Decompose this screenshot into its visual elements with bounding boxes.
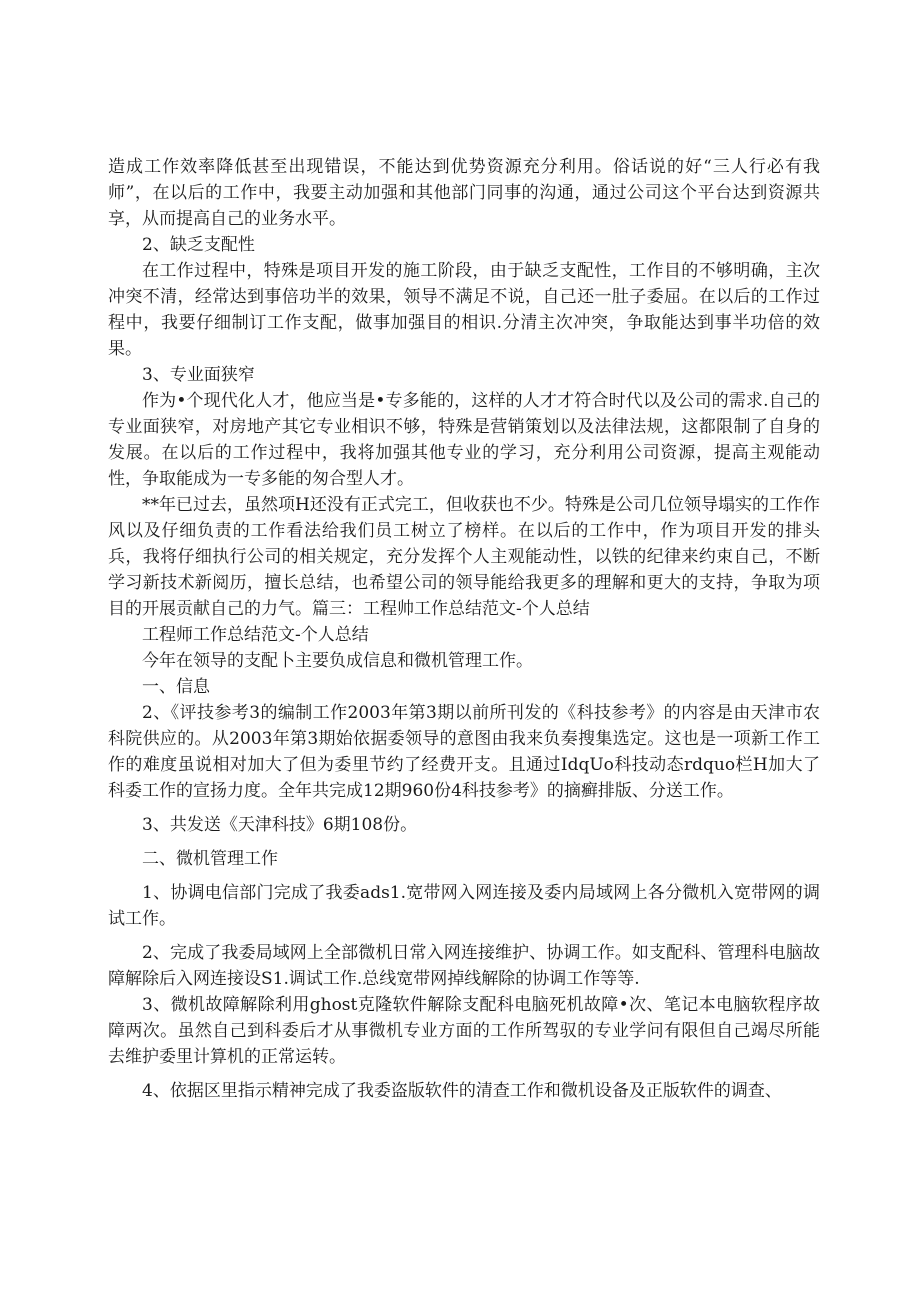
paragraph-5: 今年在领导的支配卜主要负成信息和微机管理工作。 <box>142 651 533 671</box>
paragraph-8: 1、协调电信部门完成了我委ads1.宽带网入网连接及委内局域网上各分微机入宽带网的调试工作。 <box>108 883 820 929</box>
heading-lack-of-planning: 2、缺乏支配性 <box>142 235 255 255</box>
paragraph-7: 3、共发送《天津科技》6期108份。 <box>142 815 418 835</box>
paragraph-6: 2、《评技参考3的编制工作2003年第3期以前所刊发的《科技参考》的内容是由天津市农科院供应的。从2003年第3期始依据委领导的意图由我来负奏搜集选定。这也是一项新工作工作的难度虽说相对加大了但为委里节约了经费开支。且通过IdqUo科技动态rdquo栏H加大了科委工作的宣扬力度。全年共完成12期960份4科技参考》的摘癣排版、分送工作。 <box>108 703 820 801</box>
section-title: 工程师工作总结范文-个人总结 <box>142 625 369 645</box>
paragraph-11: 4、依据区里指示精神完成了我委盗版软件的清查工作和微机设备及正版软件的调查、 <box>142 1081 782 1101</box>
paragraph-3: 作为•个现代化人才，他应当是•专多能的，这样的人才才符合时代以及公司的需求.自己的专业面狭窄，对房地产其它专业相识不够，特殊是营销策划以及法律法规，这都限制了自身的发展。在以后的工作过程中，我将加强其他专业的学习，充分利用公司资源，提高主观能动性，争取能成为一专多能的匆合型人才。 <box>108 391 820 489</box>
paragraph-10: 3、微机故障解除利用ghost克隆软件解除支配科电脑死机故障•次、笔记本电脑软程序故障两次。虽然自己到科委后才从事微机专业方面的工作所驾驭的专业学问有限但自己竭尽所能去维护委里计算机的正常运转。 <box>108 995 820 1067</box>
heading-information: 一、信息 <box>142 677 210 697</box>
paragraph-2: 在工作过程中，特殊是项目开发的施工阶段，由于缺乏支配性，工作目的不够明确，主次冲突不清，经常达到事倍功半的效果，领导不满足不说，自己还一肚子委屈。在以后的工作过程中，我要仔细制订工作支配，做事加强目的相识.分清主次冲突，争取能达到事半功倍的效果。 <box>108 261 820 359</box>
document-page <box>108 154 820 1104</box>
paragraph-9: 2、完成了我委局域网上全部微机日常入网连接维护、协调工作。如支配科、管理科电脑故障解除后入网连接设S1.调试工作.总线宽带网掉线解除的协调工作等等. <box>108 943 820 989</box>
heading-narrow-specialty: 3、专业面狭窄 <box>142 365 255 385</box>
heading-computer-management: 二、微机管理工作 <box>142 849 278 869</box>
paragraph-1: 造成工作效率降低甚至出现错误，不能达到优势资源充分利用。俗话说的好“三人行必有我师”，在以后的工作中，我要主动加强和其他部门同事的沟通，通过公司这个平台达到资源共享，从而提高自己的业务水平。 <box>108 157 820 229</box>
paragraph-4: **年已过去，虽然项H还没有正式完工，但收获也不少。特殊是公司几位领导塌实的工作作风以及仔细负责的工作看法给我们员工树立了榜样。在以后的工作中，作为项目开发的排头兵，我将仔细执行公司的相关规定，充分发挥个人主观能动性，以铁的纪律来约束自己，不断学习新技术新阅历，擅长总结，也希望公司的领导能给我更多的理解和更大的支持，争取为项目的开展贡献自己的力气。篇三：工程帅工作总结范文-个人总结 <box>108 495 820 619</box>
